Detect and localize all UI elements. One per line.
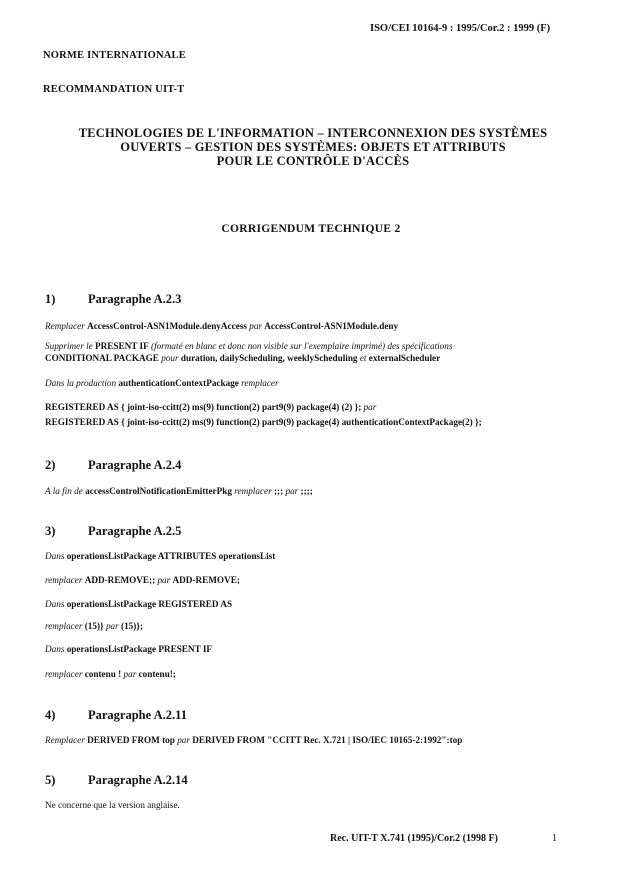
paragraph: A la fin de accessControlNotificationEmitterPkg remplacer ;;; par ;;;;	[45, 486, 313, 496]
paragraph: Remplacer AccessControl-ASN1Module.denyAccess par AccessControl-ASN1Module.deny	[45, 321, 399, 331]
paragraph: CONDITIONAL PACKAGE pour duration, dailyScheduling, weeklyScheduling et externalScheduler	[45, 353, 441, 363]
section-title: Paragraphe A.2.14	[88, 773, 188, 787]
paragraph: Dans operationsListPackage PRESENT IF	[45, 644, 213, 654]
document-title	[43, 126, 583, 168]
paragraph: remplacer (15)} par (15)};	[45, 621, 144, 631]
title-line: OUVERTS – GESTION DES SYSTÈMES: OBJETS ET ATTRIBUTS	[120, 140, 506, 154]
code-line: REGISTERED AS { joint-iso-ccitt(2) ms(9) function(2) part9(9) package(4) (2) }; par	[45, 402, 377, 412]
footer-reference: Rec. UIT-T X.741 (1995)/Cor.2 (1998 F)	[330, 833, 498, 844]
norme-internationale-label: NORME INTERNATIONALE	[43, 50, 186, 61]
recommandation-label: RECOMMANDATION UIT-T	[43, 84, 185, 95]
paragraph: remplacer ADD-REMOVE;; par ADD-REMOVE;	[45, 575, 240, 585]
paragraph: Dans operationsListPackage REGISTERED AS	[45, 599, 233, 609]
section-number: 5)	[45, 773, 56, 787]
page-number: 1	[552, 833, 557, 844]
paragraph: Dans la production authenticationContextPackage remplacer	[45, 378, 279, 388]
corrigendum-heading: CORRIGENDUM TECHNIQUE 2	[221, 223, 401, 235]
section-title: Paragraphe A.2.11	[88, 708, 187, 722]
document-reference-header: ISO/CEI 10164-9 : 1995/Cor.2 : 1999 (F)	[370, 23, 551, 34]
section-number: 3)	[45, 524, 56, 538]
section-title: Paragraphe A.2.3	[88, 292, 182, 306]
section-number: 2)	[45, 458, 56, 472]
title-line: POUR LE CONTRÔLE D'ACCÈS	[216, 154, 410, 168]
paragraph: Ne concerne que la version anglaise.	[45, 800, 180, 810]
code-line: REGISTERED AS { joint-iso-ccitt(2) ms(9) function(2) part9(9) package(4) authenticationContextPackage(2) };	[45, 417, 482, 427]
title-line: TECHNOLOGIES DE L'INFORMATION – INTERCONNEXION DES SYSTÈMES	[78, 126, 548, 140]
section-number: 4)	[45, 708, 56, 722]
paragraph: Supprimer le PRESENT IF (formaté en blanc et donc non visible sur l'exemplaire imprimé) des spécifications	[45, 341, 453, 351]
section-number: 1)	[45, 292, 56, 306]
section-title: Paragraphe A.2.5	[88, 524, 182, 538]
section-title: Paragraphe A.2.4	[88, 458, 182, 472]
paragraph: Remplacer DERIVED FROM top par DERIVED FROM "CCITT Rec. X.721 | ISO/IEC 10165-2:1992":top	[45, 735, 463, 745]
paragraph: remplacer contenu ! par contenu!;	[45, 669, 176, 679]
paragraph: Dans operationsListPackage ATTRIBUTES operationsList	[45, 551, 276, 561]
